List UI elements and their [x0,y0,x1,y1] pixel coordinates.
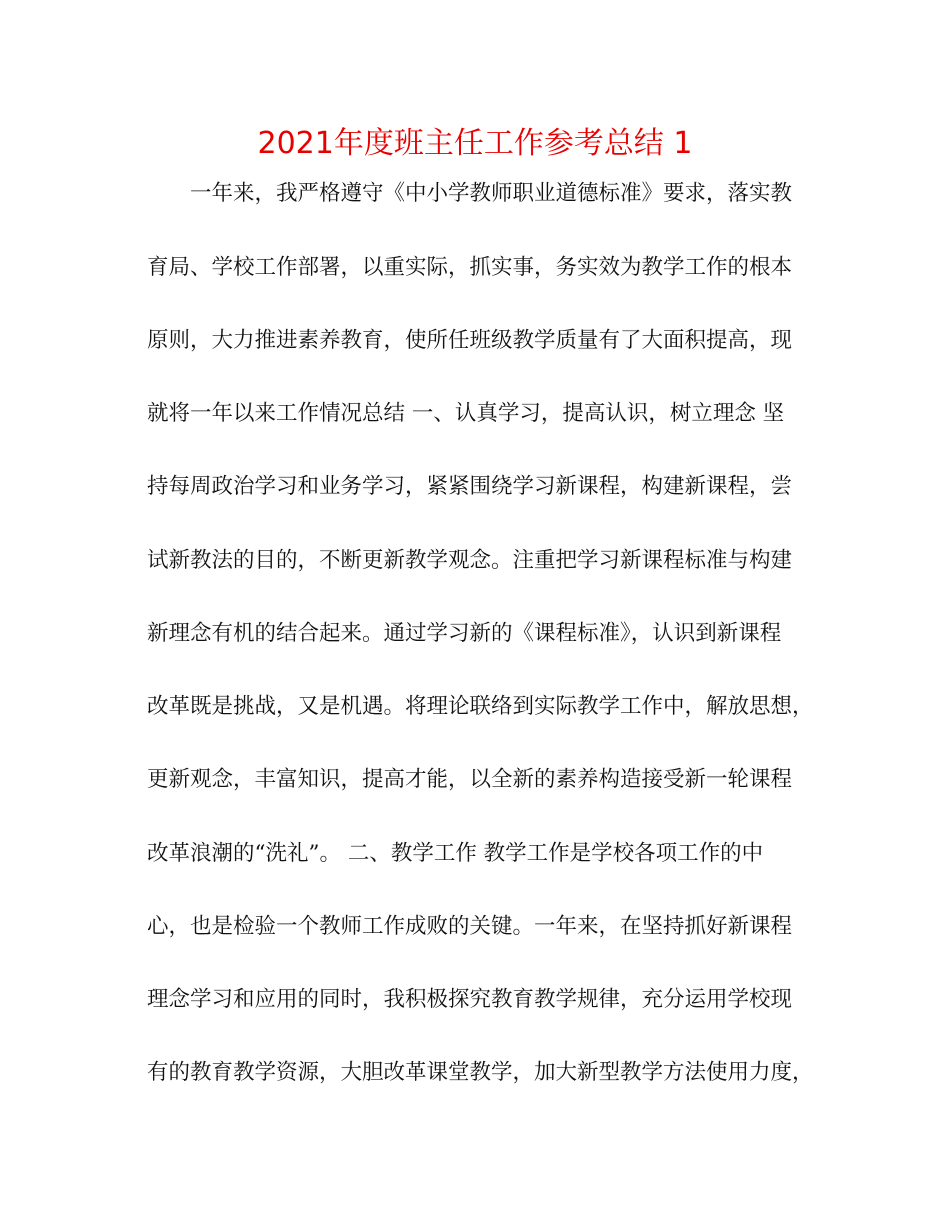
body-line-12: 理念学习和应用的同时，我积极探究教育教学规律，充分运用学校现 [147,987,793,1012]
body-line-1: 一年来，我严格遵守《中小学教师职业道德标准》要求，落实教 [147,181,793,206]
body-line-9: 更新观念，丰富知识，提高才能，以全新的素养构造接受新一轮课程 [147,767,793,792]
body-line-8: 改革既是挑战，又是机遇。将理论联络到实际教学工作中，解放思想， [147,694,814,719]
body-line-5: 持每周政治学习和业务学习，紧紧围绕学习新课程，构建新课程，尝 [147,474,793,499]
body-line-2: 育局、学校工作部署，以重实际，抓实事，务实效为教学工作的根本 [147,255,793,280]
body-line-11: 心，也是检验一个教师工作成败的关键。一年来，在坚持抓好新课程 [147,914,793,939]
document-title: 2021年度班主任工作参考总结 1 [257,126,693,161]
body-line-7: 新理念有机的结合起来。通过学习新的《课程标准》，认识到新课程 [147,621,782,646]
body-line-6: 试新教法的目的，不断更新教学观念。注重把学习新课程标准与构建 [147,548,793,573]
body-line-13: 有的教育教学资源，大胆改革课堂教学，加大新型教学方法使用力度， [147,1060,814,1085]
body-line-4: 就将一年以来工作情况总结 一、认真学习，提高认识，树立理念 坚 [147,401,785,426]
body-line-3: 原则，大力推进素养教育，使所任班级教学质量有了大面积提高，现 [147,328,793,353]
body-line-10: 改革浪潮的“洗礼”。 二、教学工作 教学工作是学校各项工作的中 [147,841,764,866]
